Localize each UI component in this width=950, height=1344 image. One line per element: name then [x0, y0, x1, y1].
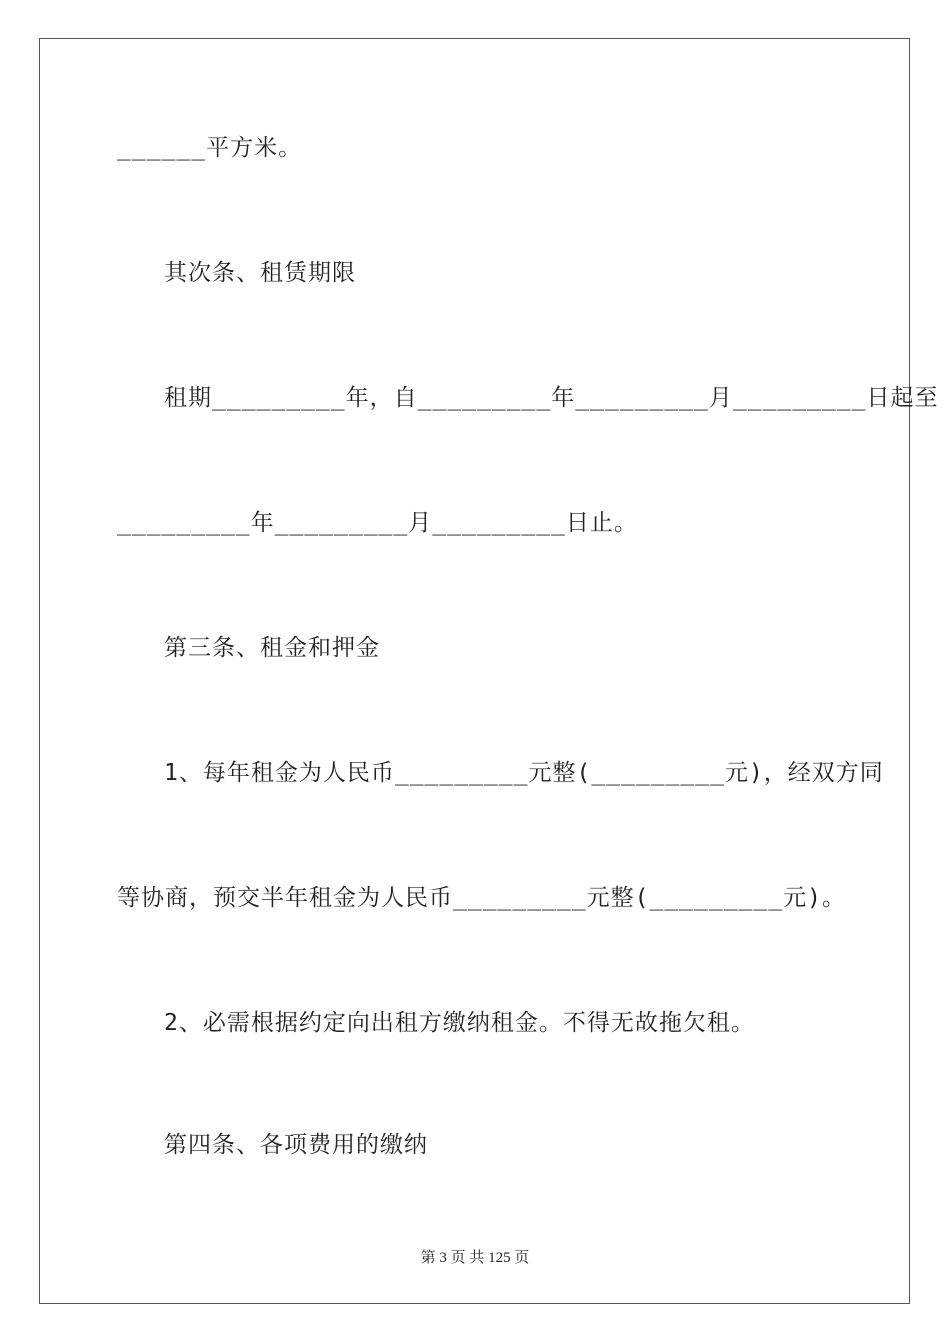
article-3-heading: 第三条、租金和押金 [164, 635, 380, 661]
article-2-heading: 其次条、租赁期限 [164, 260, 356, 286]
lease-term-line-1: 租期_________年，自_________年_________月_________日起至 [164, 385, 939, 411]
lease-term-line-2: _________年_________月_________日止。 [117, 510, 638, 536]
rent-clause-1-line-2: 等协商，预交半年租金为人民币_________元整(_________元)。 [117, 885, 846, 911]
rent-clause-2: 2、必需根据约定向出租方缴纳租金。不得无故拖欠租。 [164, 1010, 755, 1036]
page-border [39, 38, 910, 1304]
article-4-heading: 第四条、各项费用的缴纳 [164, 1132, 428, 1158]
page-footer: 第 3 页 共 125 页 [420, 1250, 530, 1266]
rent-clause-1-line-1: 1、每年租金为人民币_________元整(_________元)，经双方同 [164, 760, 884, 786]
area-line: ______平方米。 [117, 135, 303, 161]
